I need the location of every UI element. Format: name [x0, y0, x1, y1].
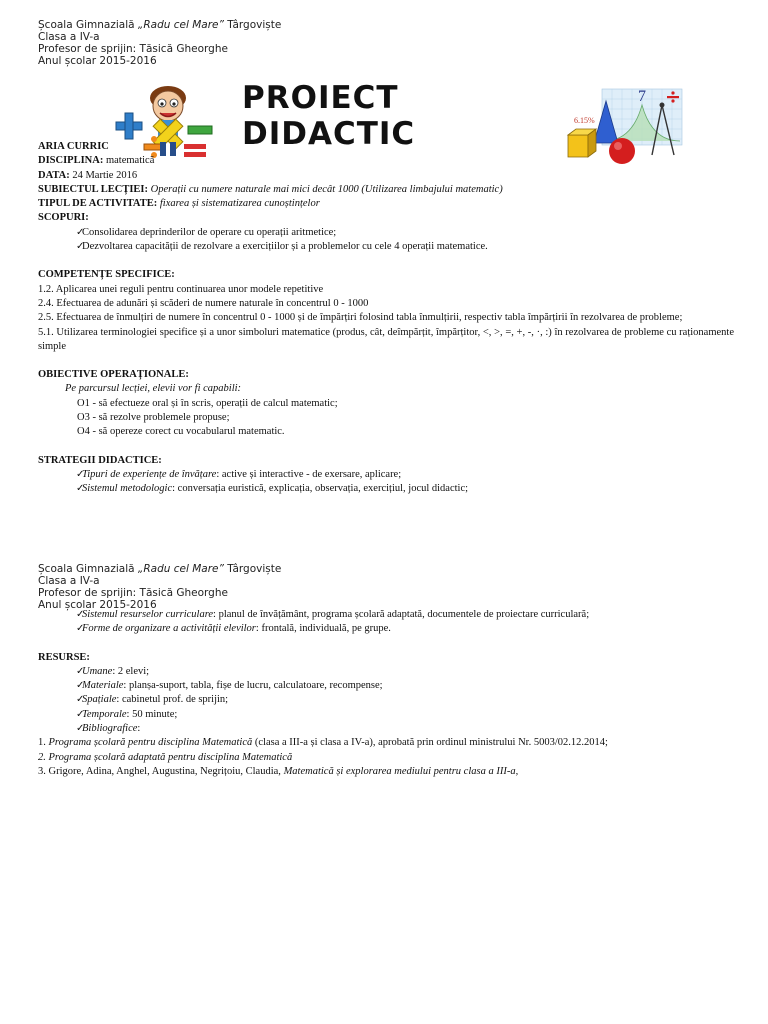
list-item: ✓ Consolidarea deprinderilor de operare cu operații aritmetice;: [38, 226, 734, 240]
list-item: ✓ Bibliografice:: [38, 722, 734, 736]
teacher-line: Profesor de sprijin: Tăsică Gheorghe: [38, 43, 228, 55]
year-line: Anul școlar 2015-2016: [38, 55, 157, 67]
list-item: ✓ Sistemul metodologic: conversația euristică, explicația, observația, exercițiul, jocul didactic;: [38, 482, 734, 496]
class-line: Clasa a IV-a: [38, 31, 100, 43]
school-line: Școala Gimnazială „Radu cel Mare” Târgoviște: [38, 563, 282, 575]
list-item: ✓ Materiale: planșa-suport, tabla, fișe de lucru, calculatoare, recompense;: [38, 679, 734, 693]
list-item: O4 - să opereze corect cu vocabularul matematic.: [77, 426, 285, 438]
check-icon: ✓: [76, 680, 85, 692]
bibliography-item: 3. Grigore, Adina, Anghel, Augustina, Negrițoiu, Claudia, Matematică și explorarea mediului pentru clasa a III-a,: [38, 765, 519, 777]
list-item: 2.4. Efectuarea de adunări și scăderi de numere naturale în concentrul 0 - 1000: [38, 297, 369, 309]
check-icon: ✓: [76, 708, 85, 720]
check-icon: ✓: [76, 723, 85, 735]
check-icon: ✓: [76, 483, 85, 495]
list-item: 5.1. Utilizarea terminologiei specifice și a unor simboluri matematice (produs, cât, deîmpărțit, împărțitor, <, >, =, +, -, ·, :) în rezolvarea de probleme cu raționamente simple: [38, 326, 734, 352]
logo-percent-text: 6.15%: [574, 116, 595, 125]
teacher-line: Profesor de sprijin: Tăsică Gheorghe: [38, 587, 228, 599]
list-item: 2.5. Efectuarea de înmulțiri de numere în concentrul 0 - 1000 și de împărțiri folosind tabla înmulțirii, respectiv tabla împărțirii în rezolvarea de probleme;: [38, 312, 683, 324]
document-body-1: [38, 140, 734, 497]
bibliography-item: 2. Programa școlară adaptată pentru disciplina Matematică: [38, 751, 293, 763]
document-body-2: [38, 608, 734, 779]
list-item: ✓ Dezvoltarea capacității de rezolvare a exercițiilor și a problemelor cu cele 4 operații matematice.: [38, 240, 734, 254]
strategii-heading: STRATEGII DIDACTICE:: [38, 454, 162, 466]
competente-heading: COMPETENȚE SPECIFICE:: [38, 269, 175, 281]
aria-curriculara-label: ARIA CURRIC: [38, 141, 109, 152]
check-icon: ✓: [76, 241, 85, 253]
data-line: DATA: 24 Martie 2016: [38, 169, 138, 181]
check-icon: ✓: [76, 609, 85, 620]
list-item: ✓ Forme de organizare a activității elevilor: frontală, individuală, pe grupe.: [38, 622, 734, 636]
title-line-2: DIDACTIC: [242, 116, 416, 152]
list-item: ✓ Spațiale: cabinetul prof. de sprijin;: [38, 693, 734, 707]
list-item: O3 - să rezolve problemele propuse;: [77, 412, 230, 424]
bibliography-item: 1. Programa școlară pentru disciplina Matematică (clasa a III-a și clasa a IV-a), aprobată prin ordinul ministrului Nr. 5003/02.12.2014;: [38, 737, 608, 749]
list-item: O1 - să efectueze oral și în scris, operații de calcul matematic;: [77, 397, 338, 409]
page-header-2: [38, 563, 281, 611]
check-icon: ✓: [76, 694, 85, 706]
check-icon: ✓: [76, 226, 85, 238]
list-item: ✓ Temporale: 50 minute;: [38, 708, 734, 722]
list-item: 1.2. Aplicarea unei reguli pentru continuarea unor modele repetitive: [38, 283, 324, 295]
check-icon: ✓: [76, 623, 85, 635]
obiective-intro: Pe parcursul lecției, elevii vor fi capabili:: [65, 383, 242, 395]
disciplina-line: DISCIPLINA: matematică: [38, 155, 155, 167]
subiect-line: SUBIECTUL LECȚIEI: Operații cu numere naturale mai mici decât 1000 (Utilizarea limbajului matematic): [38, 183, 503, 195]
resurse-heading: RESURSE:: [38, 651, 90, 663]
obiective-heading: OBIECTIVE OPERAȚIONALE:: [38, 369, 189, 381]
scopuri-heading: SCOPURI:: [38, 212, 89, 224]
list-item: ✓ Umane: 2 elevi;: [38, 665, 734, 679]
list-item: ✓ Tipuri de experiențe de învățare: active și interactive - de exersare, aplicare;: [38, 468, 734, 482]
school-line: Școala Gimnazială „Radu cel Mare” Târgoviște: [38, 19, 282, 31]
list-item: ✓ Sistemul resurselor curriculare: planul de învățământ, programa școlară adaptată, documentele de proiectare curriculară;: [38, 608, 734, 622]
check-icon: ✓: [76, 468, 85, 480]
title-line-1: PROIECT: [242, 80, 399, 116]
logo-seven-text: 7: [638, 88, 646, 105]
year-line: Anul școlar 2015-2016: [38, 599, 157, 611]
page-header-1: [38, 19, 281, 67]
class-line: Clasa a IV-a: [38, 575, 100, 587]
check-icon: ✓: [76, 665, 85, 677]
tipul-activitate-line: TIPUL DE ACTIVITATE: fixarea și sistematizarea cunoștințelor: [38, 198, 320, 210]
